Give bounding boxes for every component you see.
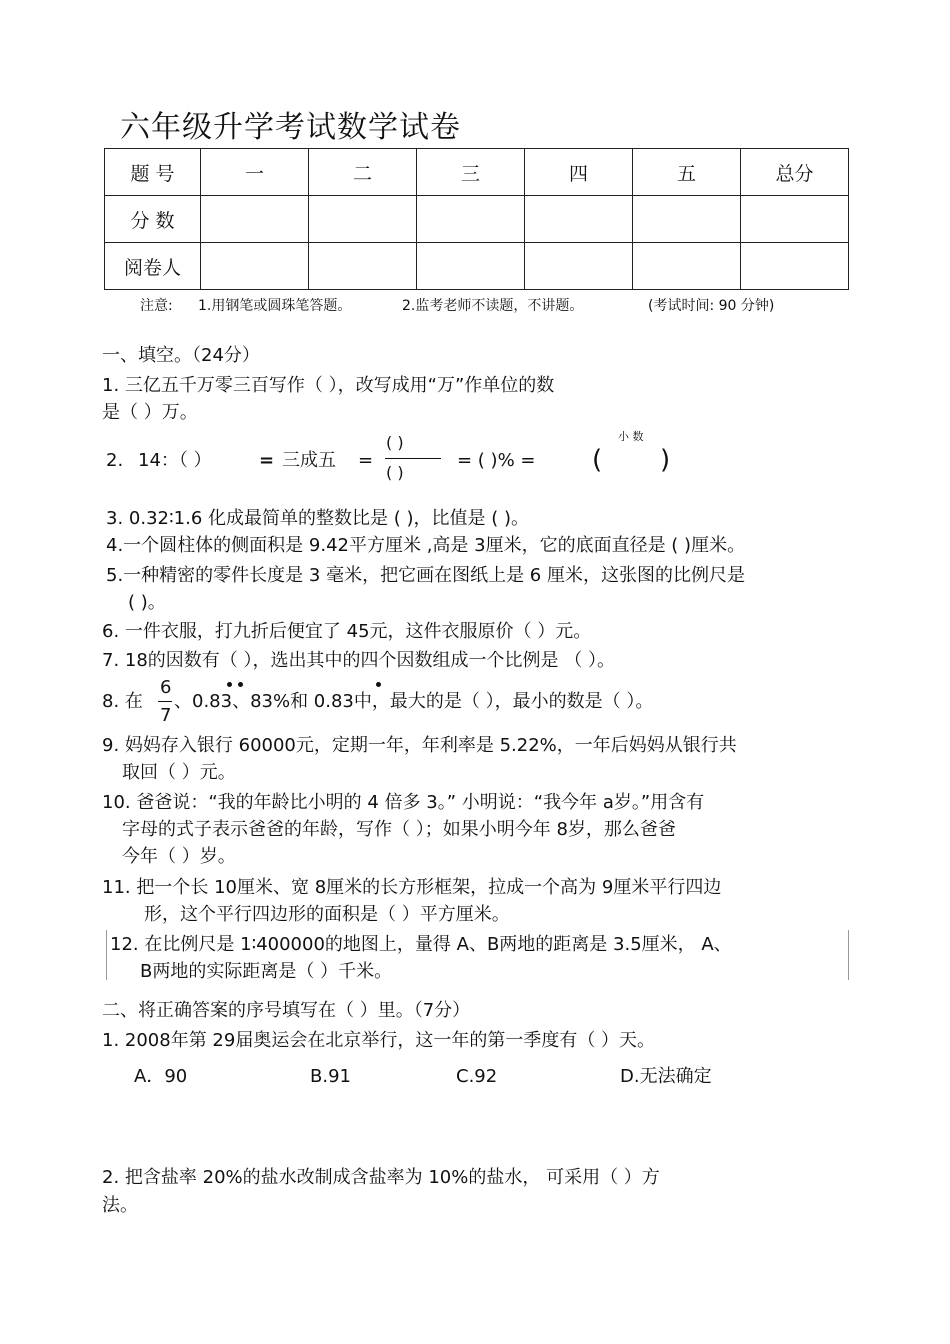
score-input-cell[interactable] <box>741 243 849 290</box>
option-d[interactable]: D.无法确定 <box>620 1066 712 1087</box>
page-title: 六年级升学考试数学试卷 <box>120 110 461 145</box>
question-5-line2: ( )。 <box>128 592 166 613</box>
table-cell: 题 号 <box>105 149 201 196</box>
fraction-bar <box>385 458 441 459</box>
score-input-cell[interactable] <box>741 196 849 243</box>
fraction-numerator-blank[interactable]: ( ) <box>386 433 404 452</box>
score-table-row <box>105 196 849 243</box>
note-1: 1.用钢笔或圆珠笔答题。 <box>198 298 352 314</box>
question-12-line2: B两地的实际距离是（ ）千米。 <box>140 961 393 982</box>
question-11-line2: 形，这个平行四边形的面积是（ ）平方厘米。 <box>144 904 510 925</box>
score-input-cell[interactable] <box>201 243 309 290</box>
question-7: 7. 18的因数有（ ），选出其中的四个因数组成一个比例是 （ ）。 <box>102 650 615 671</box>
choice-question-1: 1. 2008年第 29届奥运会在北京举行，这一年的第一季度有（ ）天。 <box>102 1030 656 1051</box>
score-input-cell[interactable] <box>633 243 741 290</box>
option-a[interactable]: A．90 <box>134 1066 188 1087</box>
score-input-cell[interactable] <box>525 196 633 243</box>
choice-question-2-line1: 2. 把含盐率 20%的盐水改制成含盐率为 10%的盐水， 可采用（ ）方 <box>102 1167 660 1188</box>
question-5-line1: 5.一种精密的零件长度是 3 毫米，把它画在图纸上是 6 厘米，这张图的比例尺是 <box>106 565 745 586</box>
fraction-numerator: 6 <box>160 677 172 698</box>
score-table-header-row <box>105 149 849 196</box>
question-9-line2: 取回（ ）元。 <box>122 762 236 783</box>
table-cell: 二 <box>309 149 417 196</box>
question-10-line2: 字母的式子表示爸爸的年龄，写作（ ）；如果小明今年 8岁，那么爸爸 <box>122 819 676 840</box>
decimal-right-paren: ) <box>660 445 671 475</box>
table-cell: 阅卷人 <box>105 243 201 290</box>
notes-label: 注意: <box>140 298 173 314</box>
decimal-left-paren: ( <box>592 445 603 475</box>
score-input-cell[interactable] <box>633 196 741 243</box>
table-cell: 三 <box>417 149 525 196</box>
equals-sign: = <box>259 450 275 471</box>
table-cell: 一 <box>201 149 309 196</box>
option-c[interactable]: C.92 <box>456 1066 498 1087</box>
repeating-dot <box>376 682 381 687</box>
question-11-line1: 11. 把一个长 10厘米、宽 8厘米的长方形框架，拉成一个高为 9厘米平行四边 <box>102 877 722 898</box>
score-input-cell[interactable] <box>525 243 633 290</box>
table-cell: 分 数 <box>105 196 201 243</box>
table-cell: 四 <box>525 149 633 196</box>
box-left-rule <box>106 930 107 980</box>
question-6: 6. 一件衣服，打九折后便宜了 45元，这件衣服原价（ ）元。 <box>102 621 592 642</box>
note-2: 2.监考老师不读题，不讲题。 <box>402 298 584 314</box>
score-table-row <box>105 243 849 290</box>
score-input-cell[interactable] <box>417 196 525 243</box>
option-b[interactable]: B.91 <box>310 1066 351 1087</box>
question-10-line1: 10. 爸爸说：“我的年龄比小明的 4 倍多 3。” 小明说：“我今年 a岁。”用含有 <box>102 792 705 813</box>
decimal-label: 小 数 <box>618 430 644 443</box>
fraction-denominator: 7 <box>160 705 172 726</box>
question-3: 3. 0.32∶1.6 化成最简单的整数比是 ( )，比值是 ( )。 <box>106 508 529 529</box>
score-input-cell[interactable] <box>309 243 417 290</box>
box-right-rule <box>848 930 849 980</box>
question-8-number: 8. 在 <box>102 691 143 712</box>
repeating-dot <box>227 682 232 687</box>
score-table <box>104 148 849 290</box>
question-10-line3: 今年（ ）岁。 <box>122 846 236 867</box>
score-input-cell[interactable] <box>417 243 525 290</box>
score-input-cell[interactable] <box>309 196 417 243</box>
note-3: (考试时间: 90 分钟) <box>648 298 775 314</box>
score-input-cell[interactable] <box>201 196 309 243</box>
section2-heading: 二、将正确答案的序号填写在（ ）里。（7分） <box>102 1000 471 1021</box>
section1-heading: 一、填空。（24分） <box>102 345 260 366</box>
repeating-dot <box>238 682 243 687</box>
equals-sign: = <box>358 450 374 471</box>
fraction-bar <box>158 701 172 702</box>
question-1-line2: 是（ ）万。 <box>102 402 198 423</box>
fraction-denominator-blank[interactable]: ( ) <box>386 463 404 482</box>
choice-question-2-line2: 法。 <box>102 1195 138 1216</box>
question-8-text: 、0.83、83%和 0.83中，最大的是（ ），最小的数是（ ）。 <box>174 691 654 712</box>
question-2-ratio: 14：（ ） <box>138 450 212 471</box>
table-cell: 五 <box>633 149 741 196</box>
question-4: 4.一个圆柱体的侧面积是 9.42平方厘米 ,高是 3厘米，它的底面直径是 ( )厘米。 <box>106 535 746 556</box>
question-2-percent-word: 三成五 <box>282 450 336 471</box>
question-1-line1: 1. 三亿五千万零三百写作（ ），改写成用“万”作单位的数 <box>102 375 555 396</box>
question-12-line1: 12. 在比例尺是 1∶400000的地图上，量得 A、B两地的距离是 3.5厘米， A、 <box>110 934 732 955</box>
question-2-percent-blank: = ( )% = <box>457 450 536 471</box>
question-2-number: 2. <box>106 450 124 471</box>
table-cell: 总分 <box>741 149 849 196</box>
question-9-line1: 9. 妈妈存入银行 60000元，定期一年，年利率是 5.22%，一年后妈妈从银行共 <box>102 735 737 756</box>
